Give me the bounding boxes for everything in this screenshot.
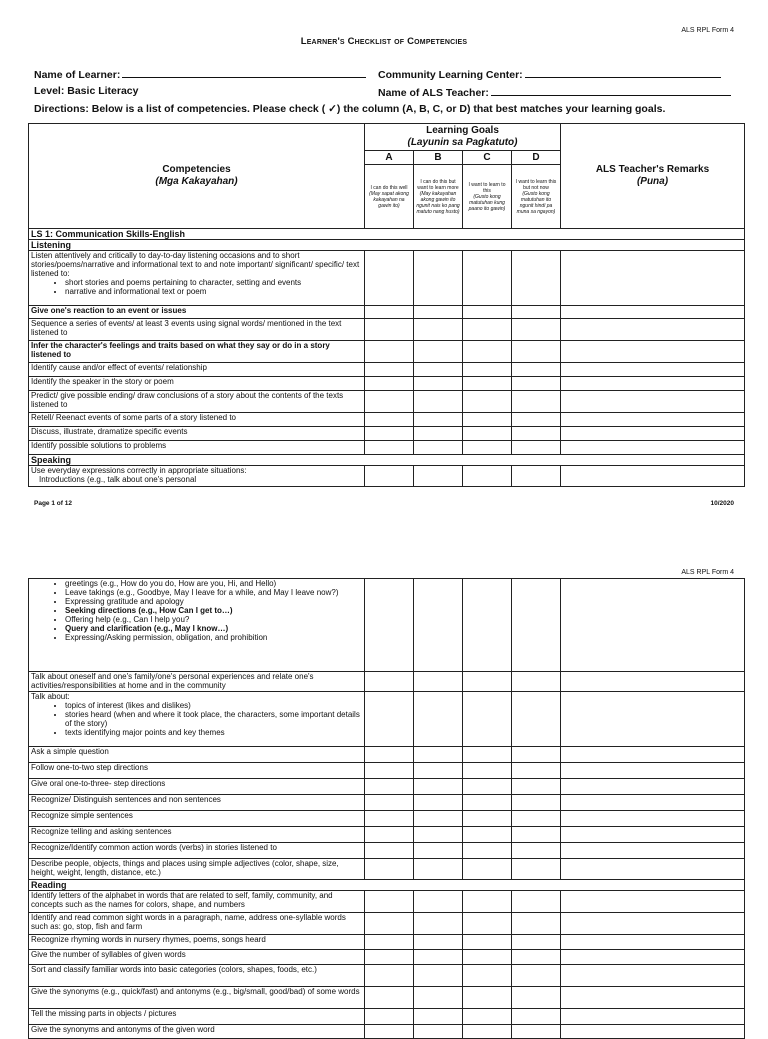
table-row <box>29 363 745 377</box>
form-id: ALS RPL Form 4 <box>681 27 734 34</box>
community-learning-center-line[interactable] <box>525 67 721 78</box>
learning-goals-header <box>365 124 561 151</box>
name-of-learner-line[interactable] <box>122 67 366 78</box>
competency-cell: Ask a simple question <box>29 747 365 763</box>
als-teacher-line[interactable] <box>491 85 731 96</box>
check-cell-d[interactable] <box>512 763 561 779</box>
check-cell-b[interactable] <box>414 579 463 672</box>
table-row <box>29 672 745 692</box>
remarks-cell[interactable] <box>561 363 745 377</box>
col-c-desc: I want to learn to this (Gusto kong matutuhan kung paano ito gawin) <box>463 165 512 229</box>
competency-cell: Recognize rhyming words in nursery rhymes, poems, songs heard <box>29 935 365 950</box>
community-learning-center-label: Community Learning Center: <box>378 69 523 81</box>
competency-cell: Predict/ give possible ending/ draw conclusions of a story about the contents of the texts listened to <box>29 391 365 413</box>
check-cell-d[interactable] <box>512 965 561 987</box>
check-cell-d[interactable] <box>512 843 561 859</box>
check-cell-d[interactable] <box>512 779 561 795</box>
competencies-header <box>29 124 365 229</box>
competency-cell: Give oral one-to-three- step directions <box>29 779 365 795</box>
bullet-list <box>31 579 362 642</box>
check-cell-d[interactable] <box>512 891 561 913</box>
check-cell-b[interactable] <box>414 913 463 935</box>
remarks-cell[interactable] <box>561 319 745 341</box>
check-cell-d[interactable] <box>512 747 561 763</box>
listening-section-title: Listening <box>29 240 745 251</box>
list-item: • Expressing/Asking permission, obligation, and prohibition <box>65 633 362 642</box>
form-id: ALS RPL Form 4 <box>681 569 734 576</box>
table-row <box>29 251 745 306</box>
check-cell-c[interactable] <box>463 319 512 341</box>
check-cell-a[interactable] <box>365 319 414 341</box>
list-item: • texts identifying major points and key themes <box>65 728 362 737</box>
col-d-header: D <box>512 151 561 165</box>
page-1 <box>0 0 768 512</box>
check-cell-b[interactable] <box>414 441 463 455</box>
remarks-cell[interactable] <box>561 692 745 747</box>
remarks-cell[interactable] <box>561 672 745 692</box>
check-cell-a[interactable] <box>365 341 414 363</box>
competency-cell: Sort and classify familiar words into basic categories (colors, shapes, foods, etc.) <box>29 965 365 987</box>
competency-cell: Listen attentively and critically to day-to-day listening occasions and to short stories/poems/narrative and informational text to and note important/ significant/ specific/ text listened to: • short stories and poems pertaining to character, setting and events • narrative and informational text or poem <box>29 251 365 306</box>
level-field: Level: Basic Literacy <box>34 85 139 97</box>
directions-text: Directions: Below is a list of competencies. Please check ( ✓) the column (A, B, C, or D) that best matches your learning goals. <box>34 103 666 115</box>
check-cell-c[interactable] <box>463 363 512 377</box>
remarks-cell[interactable] <box>561 779 745 795</box>
check-cell-b[interactable] <box>414 1009 463 1025</box>
check-cell-a[interactable] <box>365 950 414 965</box>
check-cell-c[interactable] <box>463 935 512 950</box>
competency-cell: Sequence a series of events/ at least 3 events using signal words/ mentioned in the text listened to <box>29 319 365 341</box>
table-row <box>29 579 745 672</box>
check-cell-b[interactable] <box>414 843 463 859</box>
check-cell-a[interactable] <box>365 413 414 427</box>
check-cell-b[interactable] <box>414 672 463 692</box>
remarks-cell[interactable] <box>561 811 745 827</box>
competency-cell: Describe people, objects, things and places using simple adjectives (color, shape, size, height, weight, length, distance, etc.) <box>29 859 365 880</box>
check-cell-b[interactable] <box>414 341 463 363</box>
remarks-cell[interactable] <box>561 795 745 811</box>
check-cell-c[interactable] <box>463 987 512 1009</box>
remarks-cell[interactable] <box>561 306 745 319</box>
check-cell-b[interactable] <box>414 1025 463 1039</box>
check-cell-a[interactable] <box>365 747 414 763</box>
table-row <box>29 811 745 827</box>
table-row <box>29 413 745 427</box>
check-cell-c[interactable] <box>463 251 512 306</box>
table-row <box>29 377 745 391</box>
check-cell-a[interactable] <box>365 466 414 487</box>
competency-cell: Identify possible solutions to problems <box>29 441 365 455</box>
check-cell-a[interactable] <box>365 987 414 1009</box>
speaking-section-title: Speaking <box>29 455 745 466</box>
table-row <box>29 391 745 413</box>
check-cell-c[interactable] <box>463 913 512 935</box>
competency-cell: Give the number of syllables of given words <box>29 950 365 965</box>
table-row <box>29 341 745 363</box>
learning-goals-label-tl: (Layunin sa Pagkatuto) <box>407 137 518 148</box>
table-row <box>29 427 745 441</box>
check-cell-d[interactable] <box>512 987 561 1009</box>
check-cell-d[interactable] <box>512 672 561 692</box>
list-item: • Leave takings (e.g., Goodbye, May I leave for a while, and May I leave now?) <box>65 588 362 597</box>
check-cell-c[interactable] <box>463 843 512 859</box>
check-cell-a[interactable] <box>365 779 414 795</box>
table-row <box>29 306 745 319</box>
check-cell-b[interactable] <box>414 306 463 319</box>
check-cell-d[interactable] <box>512 377 561 391</box>
list-item: • narrative and informational text or poem <box>65 287 362 296</box>
check-cell-d[interactable] <box>512 950 561 965</box>
list-item: • Offering help (e.g., Can I help you? <box>65 615 362 624</box>
competency-cell: Give the synonyms and antonyms of the given word <box>29 1025 365 1039</box>
check-cell-c[interactable] <box>463 950 512 965</box>
check-cell-d[interactable] <box>512 466 561 487</box>
check-cell-b[interactable] <box>414 891 463 913</box>
competency-table-page-1 <box>28 123 745 487</box>
check-cell-b[interactable] <box>414 987 463 1009</box>
check-cell-d[interactable] <box>512 795 561 811</box>
remarks-cell[interactable] <box>561 747 745 763</box>
learning-goals-label: Learning Goals <box>426 125 499 136</box>
table-row <box>29 827 745 843</box>
check-cell-a[interactable] <box>365 251 414 306</box>
table-row <box>29 935 745 950</box>
list-item: • greetings (e.g., How do you do, How are you, Hi, and Hello) <box>65 579 362 588</box>
check-cell-a[interactable] <box>365 1009 414 1025</box>
check-cell-c[interactable] <box>463 391 512 413</box>
check-cell-c[interactable] <box>463 441 512 455</box>
check-cell-b[interactable] <box>414 827 463 843</box>
check-cell-a[interactable] <box>365 891 414 913</box>
list-item: • short stories and poems pertaining to character, setting and events <box>65 278 362 287</box>
check-cell-b[interactable] <box>414 319 463 341</box>
check-cell-c[interactable] <box>463 827 512 843</box>
remarks-label: ALS Teacher's Remarks <box>595 164 710 175</box>
remarks-cell[interactable] <box>561 950 745 965</box>
list-item: • Seeking directions (e.g., How Can I get to…) <box>65 606 362 615</box>
check-cell-d[interactable] <box>512 811 561 827</box>
remarks-cell[interactable] <box>561 913 745 935</box>
table-row <box>29 965 745 987</box>
check-cell-d[interactable] <box>512 441 561 455</box>
check-cell-d[interactable] <box>512 413 561 427</box>
list-item: • topics of interest (likes and dislikes) <box>65 701 362 710</box>
check-cell-a[interactable] <box>365 391 414 413</box>
col-b-header: B <box>414 151 463 165</box>
competency-cell: Talk about oneself and one's family/one's personal experiences and relate one's activities/responsibilities at home and in the community <box>29 672 365 692</box>
check-cell-a[interactable] <box>365 859 414 880</box>
check-cell-c[interactable] <box>463 427 512 441</box>
check-cell-d[interactable] <box>512 391 561 413</box>
check-cell-d[interactable] <box>512 251 561 306</box>
list-item: • Query and clarification (e.g., May I know…) <box>65 624 362 633</box>
check-cell-b[interactable] <box>414 377 463 391</box>
check-cell-c[interactable] <box>463 811 512 827</box>
check-cell-b[interactable] <box>414 692 463 747</box>
competency-cell: Identify letters of the alphabet in words that are related to self, family, community, and concepts such as the names for colors, shape, and numbers <box>29 891 365 913</box>
remarks-header <box>561 124 745 229</box>
list-item: • stories heard (when and where it took place, the characters, some important details of the story) <box>65 710 362 728</box>
remarks-cell[interactable] <box>561 965 745 987</box>
check-cell-d[interactable] <box>512 319 561 341</box>
check-cell-c[interactable] <box>463 763 512 779</box>
check-cell-d[interactable] <box>512 935 561 950</box>
table-row <box>29 441 745 455</box>
check-cell-b[interactable] <box>414 413 463 427</box>
check-cell-c[interactable] <box>463 579 512 672</box>
check-cell-d[interactable] <box>512 827 561 843</box>
remarks-cell[interactable] <box>561 859 745 880</box>
check-cell-c[interactable] <box>463 779 512 795</box>
document-title: Learner's Checklist of Competencies <box>300 36 468 47</box>
competency-cell: Recognize/ Distinguish sentences and non sentences <box>29 795 365 811</box>
check-cell-c[interactable] <box>463 377 512 391</box>
competency-cell: Recognize/Identify common action words (verbs) in stories listened to <box>29 843 365 859</box>
table-row <box>29 319 745 341</box>
col-d-desc: I want to learn this but not now (Gusto kong matutuhan ito ngunit hindi pa muna sa ngayon) <box>512 165 561 229</box>
check-cell-a[interactable] <box>365 306 414 319</box>
check-cell-b[interactable] <box>414 466 463 487</box>
check-cell-b[interactable] <box>414 763 463 779</box>
check-cell-c[interactable] <box>463 466 512 487</box>
competency-cell: Follow one-to-two step directions <box>29 763 365 779</box>
table-row <box>29 859 745 880</box>
check-cell-a[interactable] <box>365 579 414 672</box>
table-row <box>29 913 745 935</box>
remarks-cell[interactable] <box>561 935 745 950</box>
table-row <box>29 747 745 763</box>
table-row <box>29 987 745 1009</box>
check-cell-c[interactable] <box>463 1009 512 1025</box>
check-cell-b[interactable] <box>414 427 463 441</box>
remarks-cell[interactable] <box>561 827 745 843</box>
remarks-cell[interactable] <box>561 427 745 441</box>
community-learning-center-field[interactable] <box>378 67 721 81</box>
check-cell-d[interactable] <box>512 859 561 880</box>
check-cell-d[interactable] <box>512 306 561 319</box>
check-cell-d[interactable] <box>512 579 561 672</box>
check-cell-c[interactable] <box>463 747 512 763</box>
competency-cell: Tell the missing parts in objects / pictures <box>29 1009 365 1025</box>
remarks-cell[interactable] <box>561 1025 745 1039</box>
competency-cell: Use everyday expressions correctly in appropriate situations: Introductions (e.g., talk about one's personal <box>29 466 365 487</box>
check-cell-d[interactable] <box>512 913 561 935</box>
competency-cell: Retell/ Reenact events of some parts of a story listened to <box>29 413 365 427</box>
remarks-cell[interactable] <box>561 763 745 779</box>
check-cell-a[interactable] <box>365 843 414 859</box>
competency-cell: Identify and read common sight words in a paragraph, name, address one-syllable words such as: go, stop, fish and farm <box>29 913 365 935</box>
check-cell-a[interactable] <box>365 1025 414 1039</box>
competency-cell: Give one's reaction to an event or issues <box>29 306 365 319</box>
remarks-cell[interactable] <box>561 1009 745 1025</box>
check-cell-b[interactable] <box>414 859 463 880</box>
competency-cell: Identify cause and/or effect of events/ relationship <box>29 363 365 377</box>
check-cell-a[interactable] <box>365 363 414 377</box>
remarks-cell[interactable] <box>561 341 745 363</box>
check-cell-d[interactable] <box>512 341 561 363</box>
check-cell-c[interactable] <box>463 692 512 747</box>
remarks-cell[interactable] <box>561 466 745 487</box>
check-cell-a[interactable] <box>365 377 414 391</box>
check-cell-a[interactable] <box>365 827 414 843</box>
remarks-cell[interactable] <box>561 377 745 391</box>
col-a-desc: I can do this well (May sapat akong kakayahan na gawin ito) <box>365 165 414 229</box>
remarks-cell[interactable] <box>561 413 745 427</box>
check-cell-a[interactable] <box>365 811 414 827</box>
competency-cell: Recognize simple sentences <box>29 811 365 827</box>
check-cell-b[interactable] <box>414 391 463 413</box>
check-cell-c[interactable] <box>463 859 512 880</box>
competency-cell: Recognize telling and asking sentences <box>29 827 365 843</box>
check-cell-a[interactable] <box>365 935 414 950</box>
competency-cell: Infer the character's feelings and traits based on what they say or do in a story listened to <box>29 341 365 363</box>
competency-cell <box>29 579 365 672</box>
page-number: Page 1 of 12 <box>34 500 72 507</box>
check-cell-b[interactable] <box>414 795 463 811</box>
name-of-learner-label: Name of Learner: <box>34 69 121 81</box>
list-item: • Expressing gratitude and apology <box>65 597 362 606</box>
check-cell-b[interactable] <box>414 251 463 306</box>
remarks-cell[interactable] <box>561 987 745 1009</box>
remarks-label-tl: (Puna) <box>636 176 669 187</box>
name-of-learner-field[interactable] <box>34 67 366 81</box>
table-row <box>29 1025 745 1039</box>
table-row <box>29 763 745 779</box>
check-cell-b[interactable] <box>414 779 463 795</box>
check-cell-a[interactable] <box>365 441 414 455</box>
check-cell-a[interactable] <box>365 965 414 987</box>
col-a-header: A <box>365 151 414 165</box>
table-row <box>29 843 745 859</box>
remarks-cell[interactable] <box>561 579 745 672</box>
remarks-cell[interactable] <box>561 843 745 859</box>
check-cell-d[interactable] <box>512 363 561 377</box>
competency-cell: Give the synonyms (e.g., quick/fast) and antonyms (e.g., big/small, good/bad) of some words <box>29 987 365 1009</box>
table-row <box>29 779 745 795</box>
table-row <box>29 891 745 913</box>
competency-cell: Talk about: • topics of interest (likes and dislikes) • stories heard (when and where it took place, the characters, some important details of the story) • texts identifying major points and key themes <box>29 692 365 747</box>
bullet-list <box>31 701 362 737</box>
check-cell-c[interactable] <box>463 1025 512 1039</box>
col-b-desc: I can do this but want to learn more (May kakayahan akong gawin ito ngunit nais ko pang matuto nang husto) <box>414 165 463 229</box>
als-teacher-field[interactable] <box>378 85 731 99</box>
check-cell-c[interactable] <box>463 306 512 319</box>
check-cell-d[interactable] <box>512 692 561 747</box>
col-c-header: C <box>463 151 512 165</box>
check-cell-a[interactable] <box>365 763 414 779</box>
reading-section-title: Reading <box>29 880 745 891</box>
check-cell-a[interactable] <box>365 795 414 811</box>
table-row <box>29 950 745 965</box>
check-cell-c[interactable] <box>463 413 512 427</box>
check-cell-b[interactable] <box>414 950 463 965</box>
revision-date: 10/2020 <box>710 500 734 507</box>
check-cell-c[interactable] <box>463 672 512 692</box>
check-cell-c[interactable] <box>463 795 512 811</box>
als-teacher-label: Name of ALS Teacher: <box>378 87 489 99</box>
competency-table-page-2 <box>28 578 745 1039</box>
check-cell-d[interactable] <box>512 427 561 441</box>
check-cell-a[interactable] <box>365 427 414 441</box>
remarks-cell[interactable] <box>561 441 745 455</box>
ls1-section-title: LS 1: Communication Skills-English <box>29 229 745 240</box>
remarks-cell[interactable] <box>561 391 745 413</box>
remarks-cell[interactable] <box>561 251 745 306</box>
check-cell-d[interactable] <box>512 1009 561 1025</box>
competencies-label: Competencies <box>162 164 231 175</box>
check-cell-d[interactable] <box>512 1025 561 1039</box>
check-cell-b[interactable] <box>414 747 463 763</box>
competencies-label-tl: (Mga Kakayahan) <box>155 176 238 187</box>
table-row <box>29 795 745 811</box>
page-gap <box>0 512 768 540</box>
table-row <box>29 1009 745 1025</box>
table-row <box>29 692 745 747</box>
check-cell-a[interactable] <box>365 672 414 692</box>
check-cell-c[interactable] <box>463 965 512 987</box>
competency-cell: Discuss, illustrate, dramatize specific events <box>29 427 365 441</box>
check-cell-c[interactable] <box>463 891 512 913</box>
check-cell-a[interactable] <box>365 692 414 747</box>
check-cell-c[interactable] <box>463 341 512 363</box>
check-cell-b[interactable] <box>414 935 463 950</box>
check-cell-b[interactable] <box>414 811 463 827</box>
table-row <box>29 466 745 487</box>
check-cell-b[interactable] <box>414 363 463 377</box>
check-cell-a[interactable] <box>365 913 414 935</box>
competency-cell: Identify the speaker in the story or poem <box>29 377 365 391</box>
bullet-list <box>31 278 362 296</box>
check-cell-b[interactable] <box>414 965 463 987</box>
page-2 <box>0 540 768 1034</box>
remarks-cell[interactable] <box>561 891 745 913</box>
